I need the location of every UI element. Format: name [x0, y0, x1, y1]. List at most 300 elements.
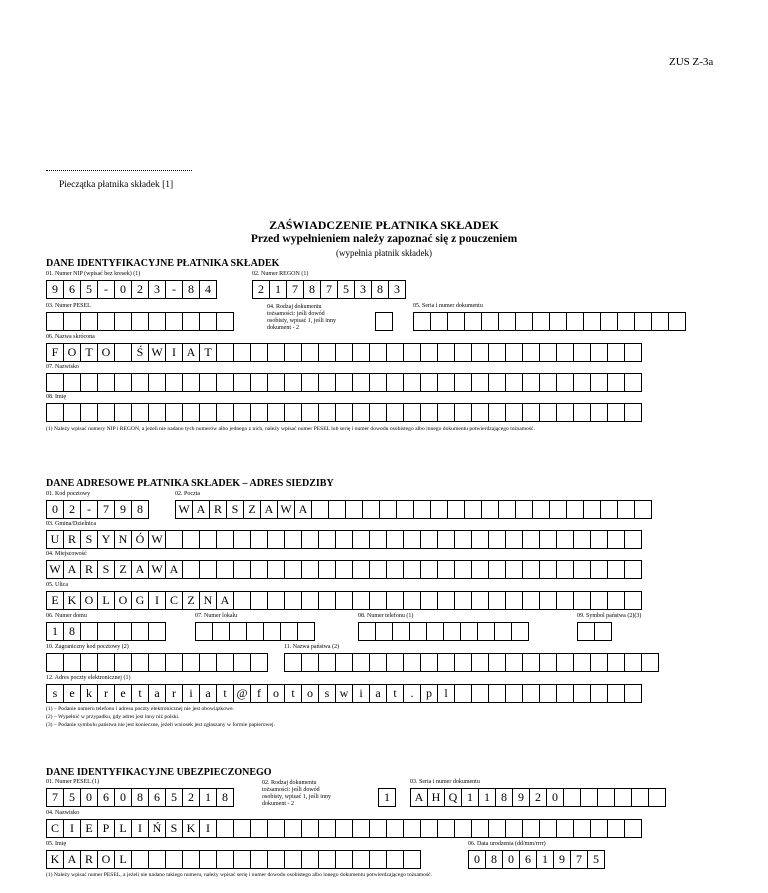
short-name-char-box[interactable] [114, 343, 132, 362]
insured-surname-char-box[interactable] [318, 819, 336, 838]
email-char-box[interactable]: f [250, 684, 268, 703]
payer-pesel-char-box[interactable] [199, 312, 217, 331]
short-name-char-box[interactable] [284, 343, 302, 362]
payer-firstname-field[interactable] [46, 403, 641, 422]
street-char-box[interactable] [250, 591, 268, 610]
insured-surname-char-box[interactable]: L [114, 819, 132, 838]
post-office-char-box[interactable] [617, 500, 635, 519]
country-name-char-box[interactable] [318, 653, 336, 672]
short-name-char-box[interactable]: O [63, 343, 81, 362]
phone-number-char-box[interactable] [477, 622, 495, 641]
nip-char-box[interactable]: 9 [46, 280, 64, 299]
email-char-box[interactable] [454, 684, 472, 703]
street-char-box[interactable] [233, 591, 251, 610]
postal-code-char-box[interactable]: 2 [63, 500, 81, 519]
short-name-char-box[interactable] [403, 343, 421, 362]
foreign-postal-code-char-box[interactable] [216, 653, 234, 672]
insured-surname-char-box[interactable] [505, 819, 523, 838]
nip-char-box[interactable]: 0 [114, 280, 132, 299]
flat-number-field[interactable] [195, 622, 314, 641]
city-char-box[interactable]: Z [114, 560, 132, 579]
country-name-char-box[interactable] [573, 653, 591, 672]
payer-surname-char-box[interactable] [539, 373, 557, 392]
street-char-box[interactable] [352, 591, 370, 610]
insured-firstname-char-box[interactable] [216, 850, 234, 869]
insured-surname-char-box[interactable] [386, 819, 404, 838]
short-name-char-box[interactable] [386, 343, 404, 362]
house-number-char-box[interactable] [131, 622, 149, 641]
payer-doc-series-char-box[interactable] [498, 312, 516, 331]
city-char-box[interactable] [454, 560, 472, 579]
email-char-box[interactable] [624, 684, 642, 703]
street-char-box[interactable] [488, 591, 506, 610]
city-char-box[interactable] [556, 560, 574, 579]
insured-surname-char-box[interactable] [335, 819, 353, 838]
street-char-box[interactable] [539, 591, 557, 610]
payer-surname-char-box[interactable] [148, 373, 166, 392]
email-char-box[interactable]: a [199, 684, 217, 703]
payer-firstname-char-box[interactable] [216, 403, 234, 422]
payer-surname-char-box[interactable] [233, 373, 251, 392]
insured-firstname-char-box[interactable] [267, 850, 285, 869]
insured-doc-series-char-box[interactable] [614, 788, 632, 807]
payer-firstname-char-box[interactable] [539, 403, 557, 422]
district-char-box[interactable]: S [80, 530, 98, 549]
street-char-box[interactable] [624, 591, 642, 610]
city-field[interactable] [46, 560, 641, 579]
insured-doc-series-char-box[interactable]: 1 [478, 788, 496, 807]
street-field[interactable] [46, 591, 641, 610]
district-char-box[interactable] [522, 530, 540, 549]
house-number-char-box[interactable]: 8 [63, 622, 81, 641]
foreign-postal-code-char-box[interactable] [182, 653, 200, 672]
payer-surname-char-box[interactable] [80, 373, 98, 392]
street-char-box[interactable] [318, 591, 336, 610]
payer-pesel-field[interactable] [46, 312, 233, 331]
email-char-box[interactable]: a [148, 684, 166, 703]
payer-pesel-char-box[interactable] [97, 312, 115, 331]
regon-char-box[interactable]: 3 [354, 280, 372, 299]
regon-char-box[interactable]: 1 [269, 280, 287, 299]
post-office-char-box[interactable] [600, 500, 618, 519]
birth-date-field[interactable] [468, 850, 604, 869]
insured-doc-type-char-box[interactable]: 1 [378, 788, 396, 807]
payer-firstname-char-box[interactable] [199, 403, 217, 422]
payer-pesel-char-box[interactable] [80, 312, 98, 331]
payer-pesel-char-box[interactable] [114, 312, 132, 331]
payer-surname-char-box[interactable] [573, 373, 591, 392]
payer-surname-char-box[interactable] [131, 373, 149, 392]
short-name-char-box[interactable]: I [165, 343, 183, 362]
post-office-char-box[interactable] [464, 500, 482, 519]
postal-code-field[interactable] [46, 500, 148, 519]
insured-pesel-char-box[interactable]: 2 [182, 788, 200, 807]
email-char-box[interactable]: r [165, 684, 183, 703]
city-char-box[interactable] [590, 560, 608, 579]
city-char-box[interactable]: W [148, 560, 166, 579]
payer-firstname-char-box[interactable] [284, 403, 302, 422]
payer-doc-type-field[interactable] [375, 312, 392, 331]
country-name-char-box[interactable] [488, 653, 506, 672]
payer-pesel-char-box[interactable] [165, 312, 183, 331]
foreign-postal-code-char-box[interactable] [46, 653, 64, 672]
country-name-char-box[interactable] [641, 653, 659, 672]
payer-doc-series-char-box[interactable] [566, 312, 584, 331]
payer-surname-char-box[interactable] [369, 373, 387, 392]
country-name-char-box[interactable] [471, 653, 489, 672]
phone-number-char-box[interactable] [443, 622, 461, 641]
street-char-box[interactable] [386, 591, 404, 610]
payer-firstname-char-box[interactable] [352, 403, 370, 422]
street-char-box[interactable] [471, 591, 489, 610]
short-name-char-box[interactable] [556, 343, 574, 362]
birth-date-char-box[interactable]: 0 [468, 850, 486, 869]
district-char-box[interactable]: U [46, 530, 64, 549]
payer-firstname-char-box[interactable] [114, 403, 132, 422]
payer-firstname-char-box[interactable] [505, 403, 523, 422]
country-symbol-char-box[interactable] [594, 622, 612, 641]
street-char-box[interactable]: O [80, 591, 98, 610]
payer-doc-series-char-box[interactable] [600, 312, 618, 331]
email-char-box[interactable] [471, 684, 489, 703]
email-char-box[interactable]: e [114, 684, 132, 703]
short-name-char-box[interactable] [488, 343, 506, 362]
payer-doc-series-char-box[interactable] [464, 312, 482, 331]
foreign-postal-code-char-box[interactable] [165, 653, 183, 672]
street-char-box[interactable] [607, 591, 625, 610]
insured-surname-char-box[interactable]: Ń [148, 819, 166, 838]
street-char-box[interactable] [556, 591, 574, 610]
district-char-box[interactable] [352, 530, 370, 549]
insured-surname-char-box[interactable]: C [46, 819, 64, 838]
street-char-box[interactable]: N [199, 591, 217, 610]
house-number-char-box[interactable] [148, 622, 166, 641]
country-name-char-box[interactable] [556, 653, 574, 672]
phone-number-char-box[interactable] [409, 622, 427, 641]
payer-surname-char-box[interactable] [607, 373, 625, 392]
payer-doc-series-char-box[interactable] [413, 312, 431, 331]
insured-firstname-char-box[interactable] [131, 850, 149, 869]
payer-pesel-char-box[interactable] [148, 312, 166, 331]
country-name-char-box[interactable] [505, 653, 523, 672]
payer-surname-char-box[interactable] [488, 373, 506, 392]
email-char-box[interactable] [488, 684, 506, 703]
post-office-char-box[interactable]: W [175, 500, 193, 519]
birth-date-char-box[interactable]: 7 [570, 850, 588, 869]
nip-char-box[interactable]: 5 [80, 280, 98, 299]
district-char-box[interactable] [607, 530, 625, 549]
payer-doc-series-char-box[interactable] [532, 312, 550, 331]
district-char-box[interactable] [233, 530, 251, 549]
postal-code-char-box[interactable]: - [80, 500, 98, 519]
payer-surname-char-box[interactable] [165, 373, 183, 392]
nip-char-box[interactable]: 4 [199, 280, 217, 299]
payer-surname-char-box[interactable] [301, 373, 319, 392]
nip-field[interactable] [46, 280, 216, 299]
email-char-box[interactable]: i [352, 684, 370, 703]
street-char-box[interactable] [369, 591, 387, 610]
post-office-char-box[interactable] [515, 500, 533, 519]
street-char-box[interactable] [522, 591, 540, 610]
email-char-box[interactable]: t [131, 684, 149, 703]
payer-firstname-char-box[interactable] [522, 403, 540, 422]
street-char-box[interactable]: A [216, 591, 234, 610]
city-char-box[interactable] [624, 560, 642, 579]
email-char-box[interactable]: s [318, 684, 336, 703]
payer-surname-char-box[interactable] [216, 373, 234, 392]
regon-char-box[interactable]: 8 [371, 280, 389, 299]
payer-pesel-char-box[interactable] [131, 312, 149, 331]
short-name-char-box[interactable] [437, 343, 455, 362]
short-name-char-box[interactable]: A [182, 343, 200, 362]
payer-doc-type-char-box[interactable] [375, 312, 393, 331]
flat-number-char-box[interactable] [280, 622, 298, 641]
district-char-box[interactable] [556, 530, 574, 549]
street-char-box[interactable]: C [165, 591, 183, 610]
payer-firstname-char-box[interactable] [318, 403, 336, 422]
regon-field[interactable] [252, 280, 405, 299]
city-char-box[interactable] [607, 560, 625, 579]
email-char-box[interactable]: . [403, 684, 421, 703]
flat-number-char-box[interactable] [263, 622, 281, 641]
payer-firstname-char-box[interactable] [301, 403, 319, 422]
payer-firstname-char-box[interactable] [590, 403, 608, 422]
street-char-box[interactable]: O [114, 591, 132, 610]
nip-char-box[interactable]: 2 [131, 280, 149, 299]
foreign-postal-code-char-box[interactable] [97, 653, 115, 672]
flat-number-char-box[interactable] [212, 622, 230, 641]
post-office-char-box[interactable]: W [277, 500, 295, 519]
phone-number-char-box[interactable] [460, 622, 478, 641]
foreign-postal-code-char-box[interactable] [148, 653, 166, 672]
foreign-postal-code-char-box[interactable] [199, 653, 217, 672]
short-name-char-box[interactable] [522, 343, 540, 362]
phone-number-char-box[interactable] [511, 622, 529, 641]
city-char-box[interactable] [471, 560, 489, 579]
district-char-box[interactable] [335, 530, 353, 549]
payer-surname-char-box[interactable] [590, 373, 608, 392]
foreign-postal-code-char-box[interactable] [80, 653, 98, 672]
payer-firstname-char-box[interactable] [454, 403, 472, 422]
payer-surname-char-box[interactable] [199, 373, 217, 392]
insured-surname-char-box[interactable] [471, 819, 489, 838]
street-char-box[interactable] [437, 591, 455, 610]
insured-pesel-char-box[interactable]: 6 [148, 788, 166, 807]
insured-surname-char-box[interactable]: E [80, 819, 98, 838]
regon-char-box[interactable]: 2 [252, 280, 270, 299]
payer-surname-field[interactable] [46, 373, 641, 392]
payer-surname-char-box[interactable] [284, 373, 302, 392]
regon-char-box[interactable]: 7 [286, 280, 304, 299]
street-char-box[interactable] [403, 591, 421, 610]
payer-surname-char-box[interactable] [182, 373, 200, 392]
insured-surname-field[interactable] [46, 819, 641, 838]
insured-pesel-char-box[interactable]: 8 [131, 788, 149, 807]
post-office-char-box[interactable]: A [260, 500, 278, 519]
district-char-box[interactable] [267, 530, 285, 549]
city-char-box[interactable] [335, 560, 353, 579]
insured-surname-char-box[interactable] [590, 819, 608, 838]
district-char-box[interactable] [318, 530, 336, 549]
email-char-box[interactable]: t [284, 684, 302, 703]
phone-number-char-box[interactable] [494, 622, 512, 641]
city-char-box[interactable] [488, 560, 506, 579]
city-char-box[interactable] [216, 560, 234, 579]
insured-pesel-char-box[interactable]: 5 [165, 788, 183, 807]
house-number-char-box[interactable]: 1 [46, 622, 64, 641]
post-office-char-box[interactable] [634, 500, 652, 519]
payer-firstname-char-box[interactable] [182, 403, 200, 422]
insured-pesel-field[interactable] [46, 788, 233, 807]
insured-firstname-char-box[interactable]: A [63, 850, 81, 869]
insured-firstname-char-box[interactable] [369, 850, 387, 869]
payer-doc-series-char-box[interactable] [651, 312, 669, 331]
street-char-box[interactable] [573, 591, 591, 610]
insured-doc-series-char-box[interactable] [648, 788, 666, 807]
street-char-box[interactable]: E [46, 591, 64, 610]
district-char-box[interactable] [369, 530, 387, 549]
email-char-box[interactable]: @ [233, 684, 251, 703]
payer-surname-char-box[interactable] [63, 373, 81, 392]
phone-number-char-box[interactable] [392, 622, 410, 641]
payer-surname-char-box[interactable] [556, 373, 574, 392]
nip-char-box[interactable]: 8 [182, 280, 200, 299]
email-char-box[interactable]: i [182, 684, 200, 703]
district-char-box[interactable] [488, 530, 506, 549]
payer-surname-char-box[interactable] [97, 373, 115, 392]
insured-surname-char-box[interactable]: P [97, 819, 115, 838]
flat-number-char-box[interactable] [246, 622, 264, 641]
insured-firstname-char-box[interactable]: R [80, 850, 98, 869]
country-name-char-box[interactable] [301, 653, 319, 672]
email-char-box[interactable]: o [267, 684, 285, 703]
street-char-box[interactable]: L [97, 591, 115, 610]
email-char-box[interactable]: t [386, 684, 404, 703]
street-char-box[interactable] [505, 591, 523, 610]
short-name-char-box[interactable] [369, 343, 387, 362]
email-char-box[interactable]: w [335, 684, 353, 703]
payer-doc-series-field[interactable] [413, 312, 685, 331]
payer-firstname-char-box[interactable] [131, 403, 149, 422]
short-name-char-box[interactable] [607, 343, 625, 362]
short-name-char-box[interactable] [454, 343, 472, 362]
short-name-char-box[interactable]: T [199, 343, 217, 362]
phone-number-char-box[interactable] [358, 622, 376, 641]
country-name-char-box[interactable] [437, 653, 455, 672]
insured-surname-char-box[interactable] [522, 819, 540, 838]
payer-firstname-char-box[interactable] [437, 403, 455, 422]
district-char-box[interactable] [505, 530, 523, 549]
payer-surname-char-box[interactable] [437, 373, 455, 392]
post-office-field[interactable] [175, 500, 651, 519]
district-char-box[interactable] [199, 530, 217, 549]
insured-surname-char-box[interactable] [369, 819, 387, 838]
country-name-char-box[interactable] [420, 653, 438, 672]
district-char-box[interactable] [165, 530, 183, 549]
insured-surname-char-box[interactable] [301, 819, 319, 838]
street-char-box[interactable] [267, 591, 285, 610]
short-name-char-box[interactable]: F [46, 343, 64, 362]
payer-surname-char-box[interactable] [454, 373, 472, 392]
short-name-char-box[interactable] [301, 343, 319, 362]
insured-surname-char-box[interactable] [403, 819, 421, 838]
short-name-char-box[interactable] [250, 343, 268, 362]
city-char-box[interactable] [403, 560, 421, 579]
flat-number-char-box[interactable] [195, 622, 213, 641]
insured-firstname-char-box[interactable] [318, 850, 336, 869]
country-name-char-box[interactable] [624, 653, 642, 672]
city-char-box[interactable] [437, 560, 455, 579]
city-char-box[interactable] [318, 560, 336, 579]
payer-surname-char-box[interactable] [624, 373, 642, 392]
phone-number-char-box[interactable] [375, 622, 393, 641]
payer-doc-series-char-box[interactable] [515, 312, 533, 331]
country-name-char-box[interactable] [403, 653, 421, 672]
payer-surname-char-box[interactable] [335, 373, 353, 392]
nip-char-box[interactable]: - [97, 280, 115, 299]
street-char-box[interactable] [454, 591, 472, 610]
insured-pesel-char-box[interactable]: 6 [97, 788, 115, 807]
insured-doc-series-char-box[interactable]: 2 [529, 788, 547, 807]
city-char-box[interactable]: A [63, 560, 81, 579]
payer-surname-char-box[interactable] [471, 373, 489, 392]
regon-char-box[interactable]: 8 [303, 280, 321, 299]
country-name-char-box[interactable] [454, 653, 472, 672]
post-office-char-box[interactable] [566, 500, 584, 519]
payer-firstname-char-box[interactable] [63, 403, 81, 422]
email-char-box[interactable]: p [420, 684, 438, 703]
foreign-postal-code-char-box[interactable] [63, 653, 81, 672]
regon-char-box[interactable]: 3 [388, 280, 406, 299]
insured-pesel-char-box[interactable]: 0 [80, 788, 98, 807]
email-char-box[interactable]: t [216, 684, 234, 703]
post-office-char-box[interactable] [583, 500, 601, 519]
country-name-char-box[interactable] [352, 653, 370, 672]
short-name-char-box[interactable] [471, 343, 489, 362]
country-name-char-box[interactable] [386, 653, 404, 672]
payer-doc-series-char-box[interactable] [583, 312, 601, 331]
street-char-box[interactable] [590, 591, 608, 610]
phone-number-char-box[interactable] [426, 622, 444, 641]
insured-firstname-char-box[interactable] [335, 850, 353, 869]
city-char-box[interactable] [233, 560, 251, 579]
payer-pesel-char-box[interactable] [46, 312, 64, 331]
email-char-box[interactable] [556, 684, 574, 703]
post-office-char-box[interactable] [532, 500, 550, 519]
city-char-box[interactable] [250, 560, 268, 579]
postal-code-char-box[interactable]: 7 [97, 500, 115, 519]
city-char-box[interactable] [301, 560, 319, 579]
district-char-box[interactable] [284, 530, 302, 549]
nip-char-box[interactable]: - [165, 280, 183, 299]
post-office-char-box[interactable]: S [226, 500, 244, 519]
city-char-box[interactable] [386, 560, 404, 579]
payer-firstname-char-box[interactable] [335, 403, 353, 422]
payer-firstname-char-box[interactable] [165, 403, 183, 422]
house-number-char-box[interactable] [114, 622, 132, 641]
insured-surname-char-box[interactable]: I [63, 819, 81, 838]
payer-firstname-char-box[interactable] [556, 403, 574, 422]
insured-doc-series-char-box[interactable]: Q [444, 788, 462, 807]
post-office-char-box[interactable] [549, 500, 567, 519]
country-symbol-field[interactable] [577, 622, 611, 641]
insured-firstname-char-box[interactable]: O [97, 850, 115, 869]
email-field[interactable] [46, 684, 641, 703]
post-office-char-box[interactable] [413, 500, 431, 519]
city-char-box[interactable]: A [131, 560, 149, 579]
flat-number-char-box[interactable] [297, 622, 315, 641]
short-name-char-box[interactable] [335, 343, 353, 362]
